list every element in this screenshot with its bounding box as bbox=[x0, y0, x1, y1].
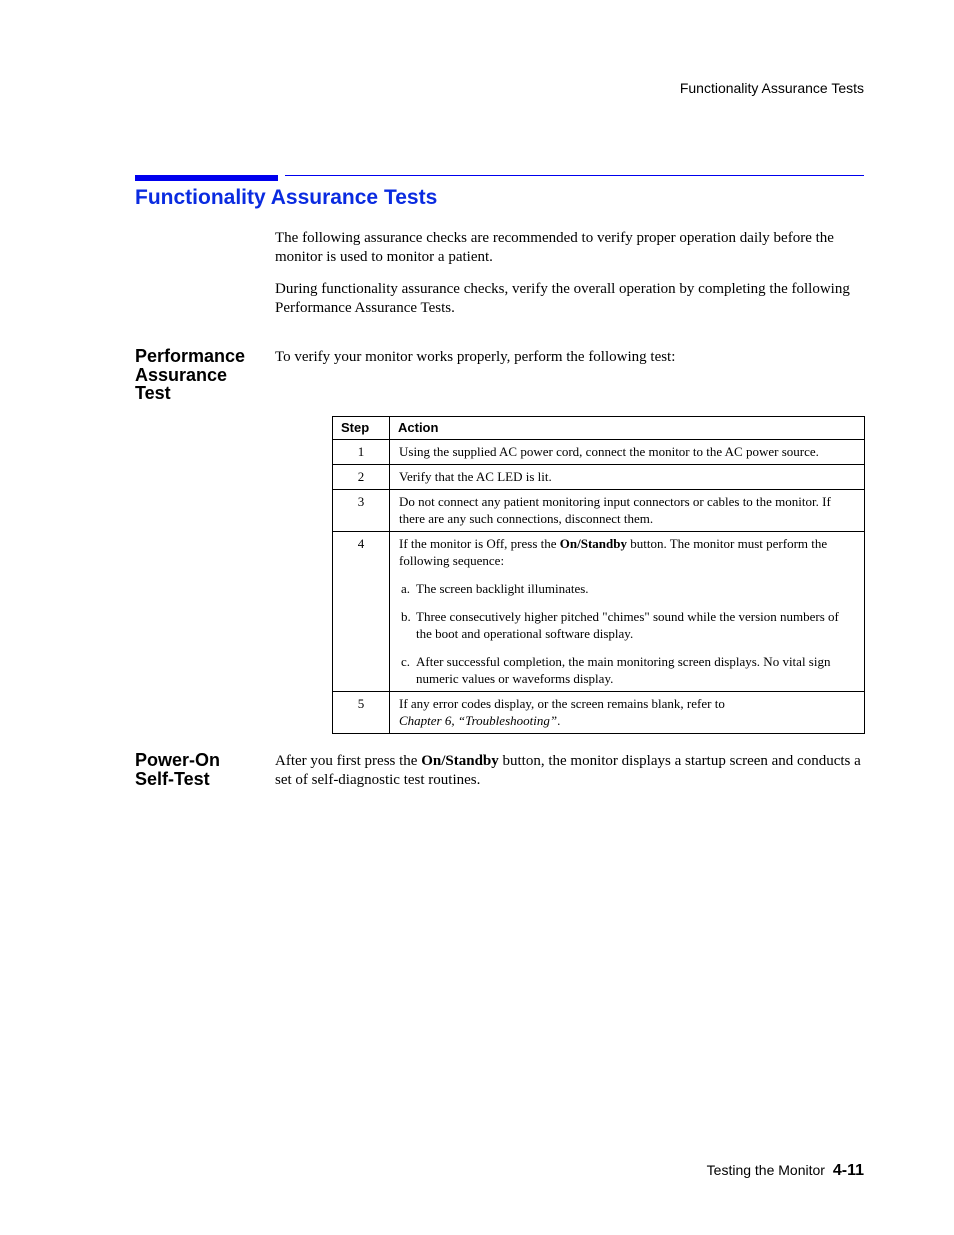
power-on-paragraph bbox=[275, 752, 865, 790]
table-row bbox=[333, 465, 865, 490]
substep-list bbox=[399, 580, 856, 687]
heading-line: Performance bbox=[135, 346, 246, 366]
substep-text: After successful completion, the main monitoring screen displays. No vital sign numeric values or waveforms display. bbox=[416, 654, 831, 686]
heading-line: Power-On bbox=[135, 750, 221, 770]
substep-label: c. bbox=[401, 654, 411, 669]
table-row bbox=[333, 692, 865, 734]
footer-chapter: Testing the Monitor bbox=[706, 1162, 825, 1178]
action-text: . bbox=[557, 713, 561, 728]
table-header-row bbox=[333, 417, 865, 440]
running-footer bbox=[707, 1162, 864, 1180]
step-number: 1 bbox=[333, 440, 390, 465]
power-on-self-test-heading bbox=[135, 751, 220, 788]
substep-label: a. bbox=[401, 581, 411, 596]
step-action: Do not connect any patient monitoring input connectors or cables to the monitor. If there are any such connections, disconnect them. bbox=[390, 490, 865, 532]
paragraph-text: After you first press the bbox=[275, 753, 422, 769]
step-action: Using the supplied AC power cord, connect the monitor to the AC power source. bbox=[390, 440, 865, 465]
heading-line: Assurance bbox=[135, 364, 228, 385]
step-action: Verify that the AC LED is lit. bbox=[390, 465, 865, 490]
step-number: 3 bbox=[333, 490, 390, 532]
on-standby-label: On/Standby bbox=[559, 536, 627, 551]
step-action bbox=[390, 692, 865, 734]
on-standby-label: On/Standby bbox=[421, 753, 499, 769]
running-header: Functionality Assurance Tests bbox=[679, 80, 864, 96]
paragraph-text: button, the monitor displays a startup screen and conducts a set of self-diagnostic test routines. bbox=[275, 753, 861, 788]
action-text: If any error codes display, or the screen remains blank, refer to bbox=[399, 696, 725, 711]
step-number: 2 bbox=[333, 465, 390, 490]
substep-text: The screen backlight illuminates. bbox=[416, 581, 589, 596]
section-rule-thick bbox=[135, 175, 278, 181]
table-row bbox=[333, 490, 865, 532]
intro-paragraph-1: The following assurance checks are recommended to verify proper operation daily before the monitor is used to monitor a patient. bbox=[275, 230, 834, 265]
action-text: If the monitor is Off, press the bbox=[399, 536, 560, 551]
step-number: 4 bbox=[333, 532, 390, 692]
performance-intro: To verify your monitor works properly, perform the following test: bbox=[275, 349, 676, 365]
heading-line: Self-Test bbox=[135, 768, 210, 789]
page-number: 4-11 bbox=[832, 1162, 864, 1179]
heading-line: Test bbox=[135, 383, 171, 403]
table-row bbox=[333, 440, 865, 465]
substep-label: b. bbox=[401, 609, 411, 624]
substep-item bbox=[399, 608, 856, 642]
action-column-header: Action bbox=[390, 417, 865, 440]
performance-assurance-heading bbox=[135, 347, 245, 403]
step-column-header: Step bbox=[333, 417, 390, 440]
substep-text: Three consecutively higher pitched "chimes" sound while the version numbers of the boot and operational software display. bbox=[416, 609, 839, 641]
section-rule-thin bbox=[285, 175, 864, 176]
substep-item bbox=[399, 653, 856, 687]
substep-item bbox=[399, 580, 856, 597]
step-number: 5 bbox=[333, 692, 390, 734]
intro-paragraph-2: During functionality assurance checks, verify the overall operation by completing the following Performance Assurance Tests. bbox=[275, 281, 850, 316]
section-title: Functionality Assurance Tests bbox=[135, 186, 438, 209]
table-row bbox=[333, 532, 865, 692]
step-action bbox=[390, 532, 865, 692]
chapter-reference-link[interactable]: Chapter 6, “Troubleshooting” bbox=[399, 713, 558, 728]
action-text: button. The monitor must perform the following sequence: bbox=[399, 536, 828, 568]
performance-test-table bbox=[332, 416, 865, 734]
